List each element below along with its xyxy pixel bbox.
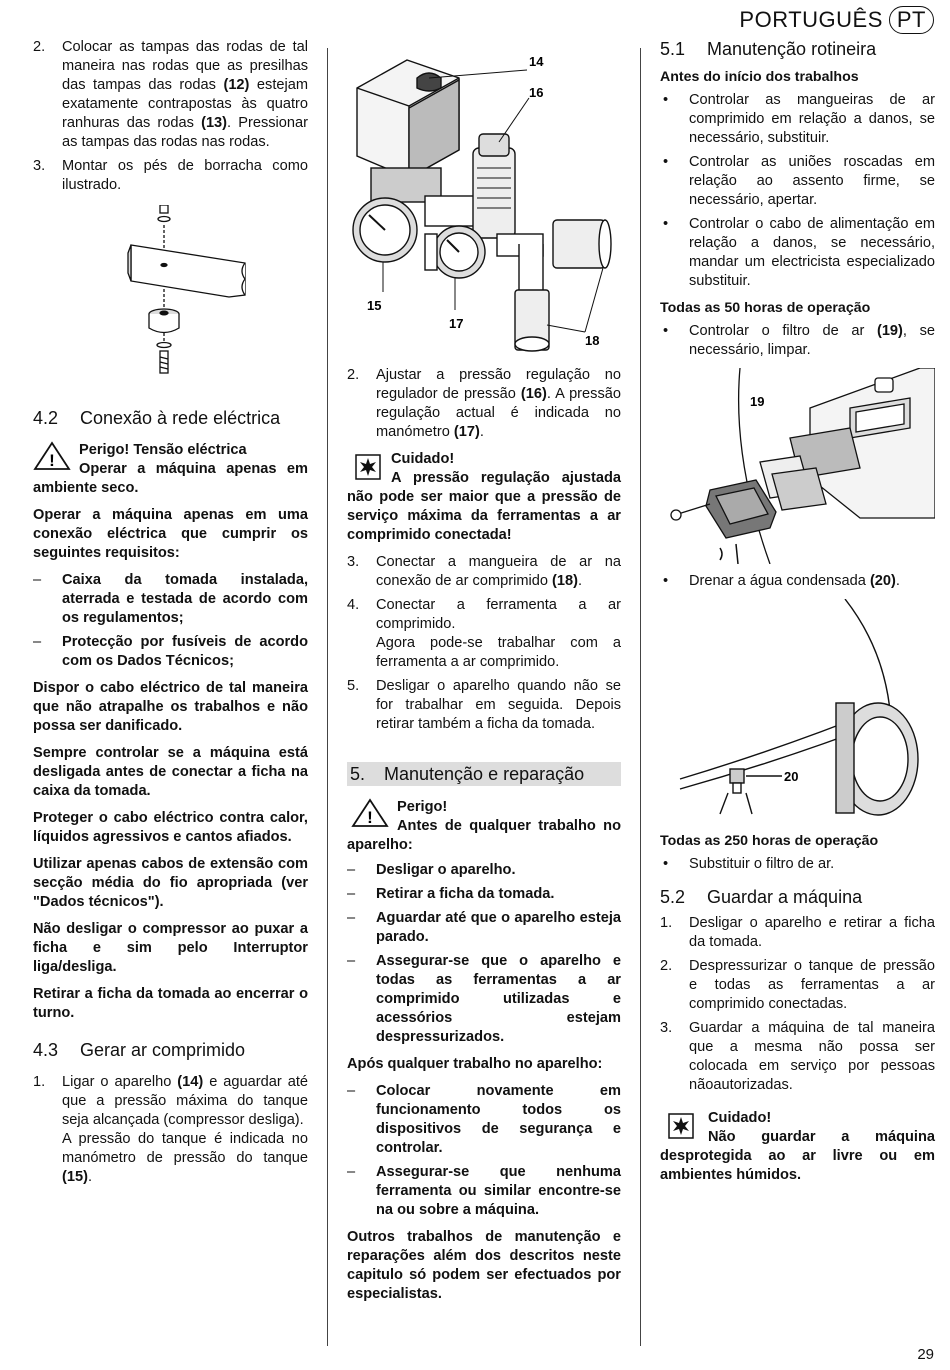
- figure-label: 17: [449, 316, 464, 331]
- danger-warning: ! Perigo! Antes de qualquer trabalho no aparelho:: [347, 799, 621, 853]
- paragraph: Retirar a ficha da tomada ao encerrar o turno.: [33, 986, 308, 1021]
- page-number: 29: [917, 1346, 934, 1363]
- paragraph: Outros trabalhos de manutenção e reparações além dos descritos neste capitulo só podem ser efectuados por especialistas.: [347, 1229, 621, 1302]
- list-item: 3. Conectar a mangueira de ar na conexão de ar comprimido (18).: [347, 554, 621, 589]
- list-item: 1. Ligar o aparelho (14) e aguardar até que a pressão máxima do tanque seja alcançada (compressor desliga). A pressão do tanque é indicada no manómetro de pressão do tanque (15).: [33, 1074, 308, 1185]
- column-right: [660, 38, 935, 1185]
- section-heading: 4.3 Gerar ar comprimido: [33, 1040, 246, 1060]
- caution-notice: Cuidado! Não guardar a máquina desprotegida ao ar livre ou em ambientes húmidos.: [660, 1110, 935, 1183]
- paragraph: Proteger o cabo eléctrico contra calor, líquidos agressivos e cantos afiados.: [33, 810, 308, 845]
- list-item: 1. Desligar o aparelho e retirar a ficha da tomada.: [660, 915, 935, 950]
- section-heading: 5.1 Manutenção rotineira: [660, 39, 877, 59]
- list-item: – Retirar a ficha da tomada.: [347, 886, 555, 902]
- list-item: – Assegurar-se que nenhuma ferramenta ou similar encontre-se na ou sobre a máquina.: [347, 1164, 621, 1218]
- subheading: Todas as 250 horas de operação: [660, 833, 879, 849]
- before-work-checks: [660, 91, 935, 291]
- section-heading: 4.2 Conexão à rede eléctrica: [33, 408, 281, 428]
- section-heading: 5. Manutenção e reparação: [347, 762, 621, 786]
- list-item: • Controlar o cabo de alimentação em relação a danos, se necessário, mandar um electricista especializado substituir.: [663, 216, 935, 289]
- column-left: [33, 38, 308, 1195]
- paragraph: Após qualquer trabalho no aparelho:: [347, 1056, 603, 1072]
- language-header: [739, 6, 934, 34]
- air-filter-illustration: [660, 368, 935, 564]
- figure-label: 14: [529, 54, 544, 69]
- assembly-steps: [33, 38, 308, 195]
- list-item: – Colocar novamente em funcionamento todos os dispositivos de segurança e controlar.: [347, 1083, 621, 1156]
- subheading: Antes do início dos trabalhos: [660, 69, 859, 85]
- list-item: – Caixa da tomada instalada, aterrada e testada de acordo com os regulamentos;: [33, 572, 308, 626]
- paragraph: Utilizar apenas cabos de extensão com secção média do fio apropriada (ver "Dados técnicos").: [33, 856, 308, 910]
- column-divider: [640, 48, 641, 1346]
- list-item: – Protecção por fusíveis de acordo com os Dados Técnicos;: [33, 634, 308, 669]
- fifty-hour-checks: [660, 322, 935, 360]
- figure-label: 19: [750, 394, 765, 409]
- warning-triangle-icon: [351, 798, 389, 834]
- paragraph: Operar a máquina apenas em uma conexão eléctrica que cumprir os seguintes requisitos:: [33, 507, 308, 561]
- list-item: – Assegurar-se que o aparelho e todas as ferramentas a ar comprimido utilizadas e acessórios estejam despressurizados.: [347, 953, 621, 1045]
- pressure-switch-illustration: [347, 38, 621, 356]
- list-item: 2. Despressurizar o tanque de pressão e todas as ferramentas a ar comprimido conectadas.: [660, 958, 935, 1012]
- list-item: 5. Desligar o aparelho quando não se for trabalhar em seguida. Depois retirar também a ficha da tomada.: [347, 678, 621, 732]
- paragraph: Não desligar o compressor ao puxar a ficha e sim pelo Interruptor liga/desliga.: [33, 921, 308, 975]
- requirements-list: [33, 571, 308, 671]
- caution-notice: Cuidado! A pressão regulação ajustada não pode ser maior que a pressão de serviço máxima da ferramentas a ar comprimido conectada!: [347, 451, 621, 543]
- language-label: PORTUGUÊS: [739, 7, 883, 32]
- column-middle: [347, 38, 621, 1312]
- list-item: 3. Montar os pés de borracha como ilustrado.: [33, 158, 308, 193]
- language-code-badge: PT: [889, 6, 934, 34]
- list-item: – Aguardar até que o aparelho esteja parado.: [347, 910, 621, 945]
- two-fifty-hour-checks: [660, 855, 935, 874]
- caution-icon: [355, 454, 381, 486]
- list-item: • Controlar o filtro de ar (19), se necessário, limpar.: [663, 323, 935, 358]
- list-item: • Substituir o filtro de ar.: [663, 856, 835, 872]
- compressed-air-steps: [33, 1073, 308, 1187]
- list-item: • Controlar as uniões roscadas em relação ao assento firme, se necessário, apertar.: [663, 154, 935, 208]
- list-item: 2. Colocar as tampas das rodas de tal maneira nas rodas que as presilhas das tampas das rodas (12) estejam exatamente contrapostas às quatro ranhuras das rodas (13). Pressionar as tampas das rodas nas rodas.: [33, 39, 309, 150]
- svg-text:!: !: [367, 808, 373, 827]
- section-heading: 5.2 Guardar a máquina: [660, 887, 863, 907]
- list-item: 2. Ajustar a pressão regulação no regulador de pressão (16). A pressão regulação actual é indicada no manómetro (17).: [347, 367, 621, 440]
- connection-steps: [347, 553, 621, 734]
- column-divider: [327, 48, 328, 1346]
- condensate-drain-illustration: [660, 599, 935, 824]
- figure-label: 20: [784, 769, 799, 784]
- figure-label: 18: [585, 333, 600, 348]
- storage-steps: [660, 914, 935, 1095]
- list-item: 4. Conectar a ferramenta a ar comprimido. Agora pode-se trabalhar com a ferramenta a ar comprimido.: [347, 597, 621, 670]
- warning-triangle-icon: [33, 441, 71, 477]
- svg-text:!: !: [49, 451, 55, 470]
- figure-label: 16: [529, 85, 544, 100]
- list-item: • Controlar as mangueiras de ar comprimido em relação a danos, se necessário, substituir.: [663, 92, 935, 146]
- list-item: – Desligar o aparelho.: [347, 862, 516, 878]
- drain-instruction: [660, 572, 935, 591]
- danger-warning: ! Perigo! Tensão eléctrica Operar a máquina apenas em ambiente seco.: [33, 442, 308, 496]
- pressure-steps: [347, 366, 621, 442]
- caution-icon: [668, 1113, 694, 1145]
- after-work-list: [347, 1082, 621, 1220]
- list-item: • Drenar a água condensada (20).: [663, 573, 900, 589]
- subheading: Todas as 50 horas de operação: [660, 300, 871, 316]
- paragraph: Dispor o cabo eléctrico de tal maneira que não atrapalhe os trabalhos e não possa ser danificado.: [33, 680, 308, 734]
- paragraph: Sempre controlar se a máquina está desligada antes de conectar a ficha na caixa da tomada.: [33, 745, 308, 799]
- figure-label: 15: [367, 298, 382, 313]
- rubber-feet-illustration: [33, 205, 308, 397]
- before-work-list: [347, 861, 621, 1047]
- list-item: 3. Guardar a máquina de tal maneira que a mesma não possa ser colocada em serviço por pessoas nãoautorizadas.: [660, 1020, 935, 1093]
